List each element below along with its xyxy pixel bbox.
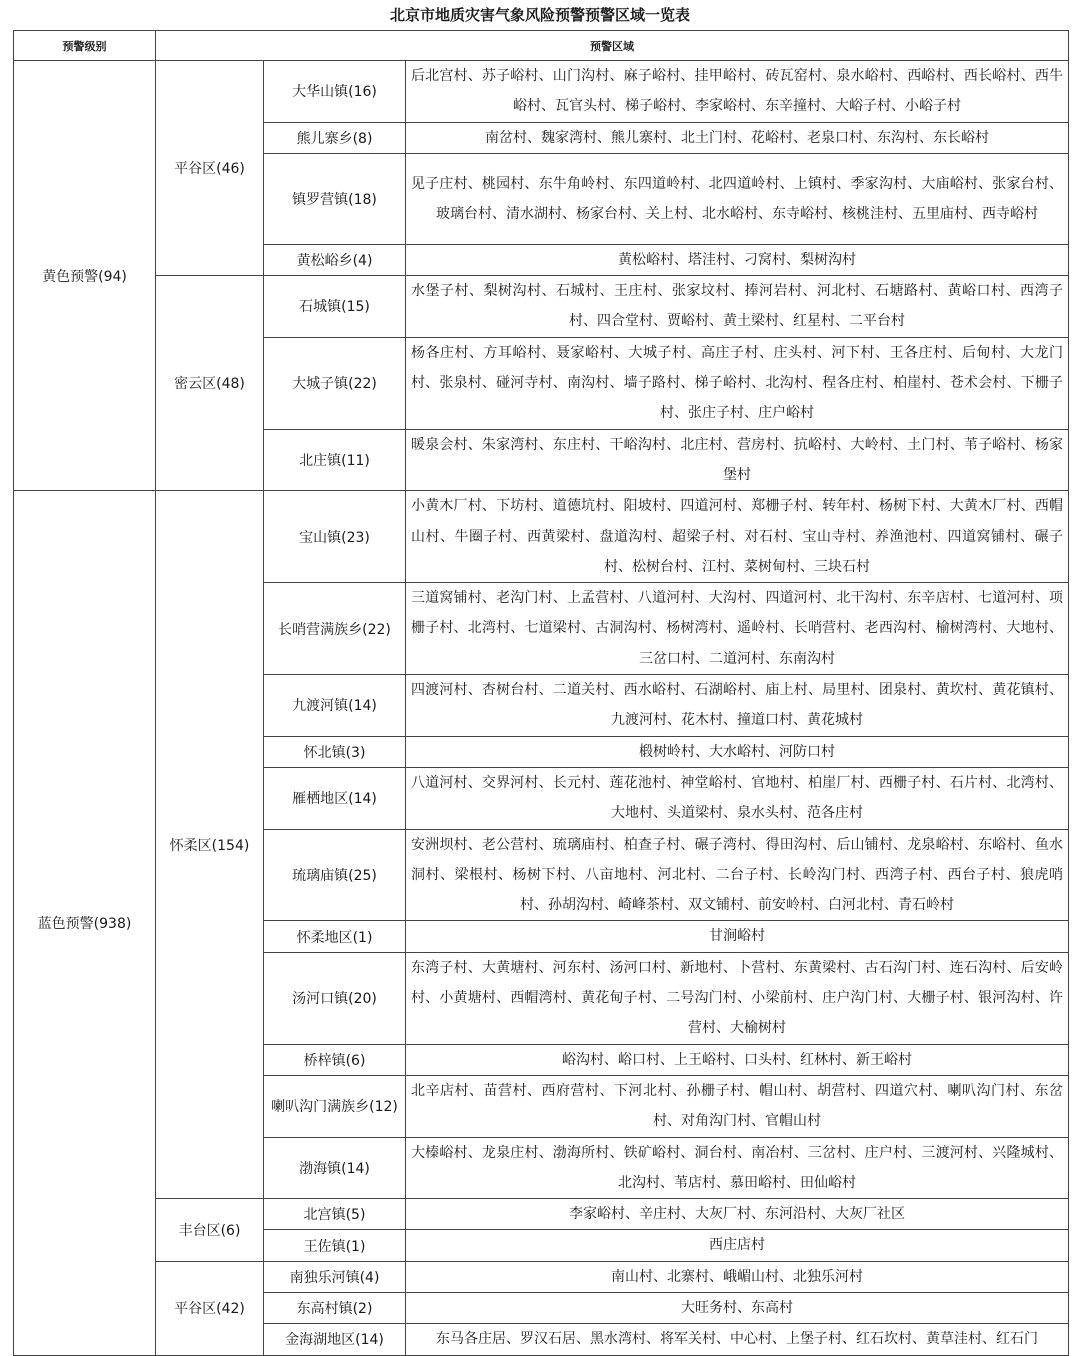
villages-cell: 大榛峪村、龙泉庄村、渤海所村、铁矿峪村、洞台村、南冶村、三岔村、庄户村、三渡河村、兴隆城村、北沟村、苇店村、慕田峪村、田仙峪村 xyxy=(406,1137,1069,1199)
warning-level-cell: 蓝色预警(938) xyxy=(14,491,156,1355)
town-cell: 怀柔地区(1) xyxy=(264,921,406,952)
town-cell: 雁栖地区(14) xyxy=(264,767,406,829)
district-cell: 平谷区(46) xyxy=(156,61,264,276)
villages-cell: 李家峪村、辛庄村、大灰厂村、东河沿村、大灰厂社区 xyxy=(406,1199,1069,1230)
town-cell: 北宫镇(5) xyxy=(264,1199,406,1230)
town-cell: 长哨营满族乡(22) xyxy=(264,583,406,675)
district-cell: 密云区(48) xyxy=(156,276,264,491)
villages-cell: 暖泉会村、朱家湾村、东庄村、干峪沟村、北庄村、营房村、抗峪村、大岭村、土门村、苇子峪村、杨家堡村 xyxy=(406,429,1069,491)
district-cell: 怀柔区(154) xyxy=(156,491,264,1199)
town-cell: 东高村镇(2) xyxy=(264,1292,406,1323)
table-row xyxy=(14,1199,1069,1230)
villages-cell: 大旺务村、东高村 xyxy=(406,1292,1069,1323)
town-cell: 琉璃庙镇(25) xyxy=(264,829,406,921)
villages-cell: 八道河村、交界河村、长元村、莲花池村、神堂峪村、官地村、柏崖厂村、西栅子村、石片村、北湾村、大地村、头道梁村、泉水头村、范各庄村 xyxy=(406,767,1069,829)
table-row xyxy=(14,276,1069,338)
villages-cell: 东马各庄居、罗汉石居、黑水湾村、将军关村、中心村、上堡子村、红石坎村、黄草洼村、红石门 xyxy=(406,1324,1069,1355)
town-cell: 镇罗营镇(18) xyxy=(264,153,406,244)
town-cell: 喇叭沟门满族乡(12) xyxy=(264,1075,406,1137)
town-cell: 金海湖地区(14) xyxy=(264,1324,406,1355)
villages-cell: 后北宫村、苏子峪村、山门沟村、麻子峪村、挂甲峪村、砖瓦窑村、泉水峪村、西峪村、西长峪村、西牛峪村、瓦官头村、梯子峪村、李家峪村、东辛撞村、大峪子村、小峪子村 xyxy=(406,61,1069,123)
town-cell: 怀北镇(3) xyxy=(264,736,406,767)
town-cell: 黄松峪乡(4) xyxy=(264,244,406,275)
table-row xyxy=(14,491,1069,583)
header-area: 预警区域 xyxy=(156,31,1069,61)
villages-cell: 杨各庄村、方耳峪村、聂家峪村、大城子村、高庄子村、庄头村、河下村、王各庄村、后甸村、大龙门村、张泉村、碰河寺村、南沟村、墙子路村、梯子峪村、北沟村、程各庄村、柏崖村、苍术会村、下栅子村、张庄子村、庄户峪村 xyxy=(406,337,1069,429)
villages-cell: 北辛店村、苗营村、西府营村、下河北村、孙栅子村、帽山村、胡营村、四道穴村、喇叭沟门村、东岔村、对角沟门村、官帽山村 xyxy=(406,1075,1069,1137)
villages-cell: 四渡河村、杏树台村、二道关村、西水峪村、石湖峪村、庙上村、局里村、团泉村、黄坎村、黄花镇村、九渡河村、花木村、撞道口村、黄花城村 xyxy=(406,675,1069,737)
page-title: 北京市地质灾害气象风险预警预警区域一览表 xyxy=(389,6,690,24)
villages-cell: 东湾子村、大黄塘村、河东村、汤河口村、新地村、卜营村、东黄梁村、古石沟门村、连石沟村、后安岭村、小黄塘村、西帽湾村、黄花甸子村、二号沟门村、小梁前村、庄户沟门村、大栅子村、银河沟村、许营村、大榆树村 xyxy=(406,952,1069,1044)
district-cell: 平谷区(42) xyxy=(156,1261,264,1355)
table-row xyxy=(14,1261,1069,1292)
warning-level-cell: 黄色预警(94) xyxy=(14,61,156,491)
town-cell: 桥梓镇(6) xyxy=(264,1044,406,1075)
town-cell: 渤海镇(14) xyxy=(264,1137,406,1199)
town-cell: 石城镇(15) xyxy=(264,276,406,338)
town-cell: 南独乐河镇(4) xyxy=(264,1261,406,1292)
villages-cell: 小黄木厂村、下坊村、道德坑村、阳坡村、四道河村、郑栅子村、转年村、杨树下村、大黄木厂村、西帽山村、牛圈子村、西黄梁村、盘道沟村、超梁子村、对石村、宝山寺村、养渔池村、四道窝铺村、碾子村、松树台村、江村、菜树甸村、三块石村 xyxy=(406,491,1069,583)
villages-cell: 南山村、北寨村、峨嵋山村、北独乐河村 xyxy=(406,1261,1069,1292)
table-row xyxy=(14,61,1069,123)
villages-cell: 三道窝铺村、老沟门村、上孟营村、八道河村、大沟村、四道河村、北干沟村、东辛店村、七道河村、项栅子村、北湾村、七道梁村、古洞沟村、杨树湾村、遥岭村、长哨营村、老西沟村、榆树湾村、大地村、三岔口村、二道河村、东南沟村 xyxy=(406,583,1069,675)
villages-cell: 西庄店村 xyxy=(406,1230,1069,1261)
villages-cell: 椴树岭村、大水峪村、河防口村 xyxy=(406,736,1069,767)
header-level: 预警级别 xyxy=(14,31,156,61)
villages-cell: 甘涧峪村 xyxy=(406,921,1069,952)
district-cell: 丰台区(6) xyxy=(156,1199,264,1262)
town-cell: 九渡河镇(14) xyxy=(264,675,406,737)
town-cell: 汤河口镇(20) xyxy=(264,952,406,1044)
town-cell: 大华山镇(16) xyxy=(264,61,406,123)
header-row xyxy=(14,31,1069,61)
town-cell: 熊儿寨乡(8) xyxy=(264,122,406,153)
villages-cell: 峪沟村、峪口村、上王峪村、口头村、红林村、新王峪村 xyxy=(406,1044,1069,1075)
villages-cell: 黄松峪村、塔洼村、刁窝村、梨树沟村 xyxy=(406,244,1069,275)
villages-cell: 见子庄村、桃园村、东牛角岭村、东四道岭村、北四道岭村、上镇村、季家沟村、大庙峪村、张家台村、玻璃台村、清水湖村、杨家台村、关上村、北水峪村、东寺峪村、核桃洼村、五里庙村、西寺峪村 xyxy=(406,153,1069,244)
villages-cell: 安洲坝村、老公营村、琉璃庙村、柏查子村、碾子湾村、得田沟村、后山铺村、龙泉峪村、东峪村、鱼水洞村、梁根村、杨树下村、八亩地村、河北村、二台子村、长岭沟门村、西湾子村、西台子村、狼虎哨村、孙胡沟村、崎峰茶村、双文铺村、前安岭村、白河北村、青石岭村 xyxy=(406,829,1069,921)
villages-cell: 水堡子村、梨树沟村、石城村、王庄村、张家坟村、捧河岩村、河北村、石塘路村、黄峪口村、西湾子村、四合堂村、贾峪村、黄土梁村、红星村、二平台村 xyxy=(406,276,1069,338)
town-cell: 大城子镇(22) xyxy=(264,337,406,429)
town-cell: 王佐镇(1) xyxy=(264,1230,406,1261)
town-cell: 北庄镇(11) xyxy=(264,429,406,491)
warning-area-table xyxy=(13,30,1069,1356)
town-cell: 宝山镇(23) xyxy=(264,491,406,583)
villages-cell: 南岔村、魏家湾村、熊儿寨村、北土门村、花峪村、老泉口村、东沟村、东长峪村 xyxy=(406,122,1069,153)
